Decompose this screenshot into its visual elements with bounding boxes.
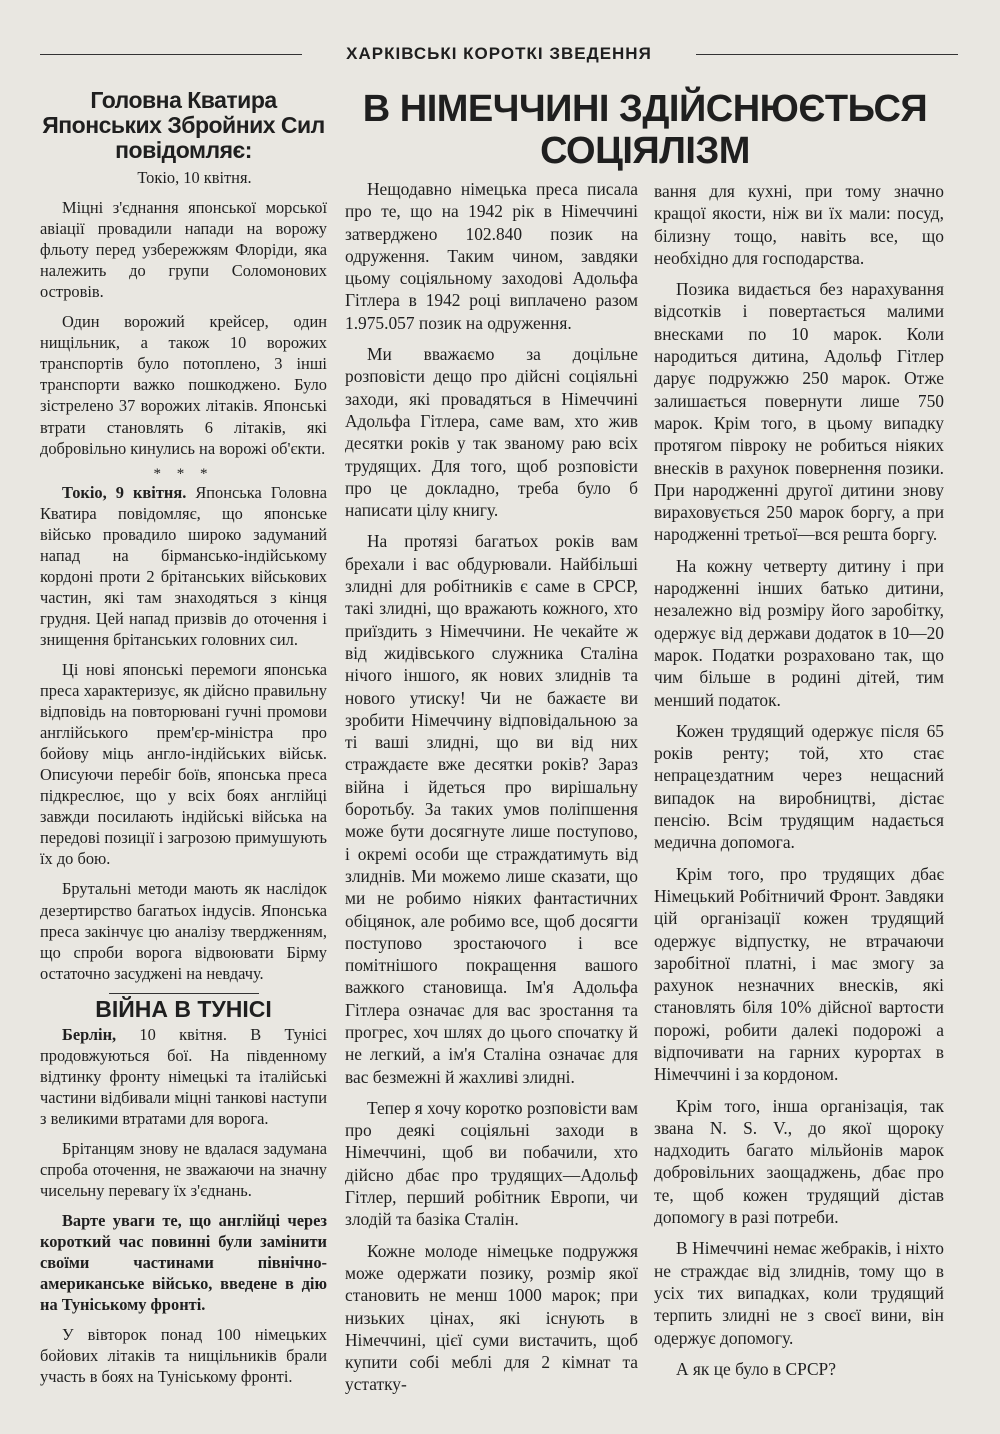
article-paragraph: Позика видається без нарахування відсотків і повертається малими внесками по 10 марок. Коли народиться дитина, Адольф Гітлер дарує подружжю 250 марок. Отже залишається повернути лише 750 марок. Крім того, в цьому випадку протягом півроку не робиться ніяких внесків в рахунок повернення позики. При народженні другої дитини знову вираховується 250 марок боргу, а при народженні третьої—вся решта боргу. xyxy=(654,279,944,545)
right-column xyxy=(654,180,944,1389)
tunisia-heading: ВІЙНА В ТУНІСІ xyxy=(95,995,272,1022)
article-paragraph: Кожне молоде німецьке подружжя може одержати позику, розмір якої становить не менш 1000 марок; при низьких цінах, які існують в Німеччині, цієї суми вистачить, щоб купити собі меблі для 2 кімнат та устатку- xyxy=(345,1240,638,1395)
japan-report-heading: Головна Кватира Японських Збройних Сил повідомляє: xyxy=(42,87,325,163)
masthead-rule-right xyxy=(696,54,958,55)
article-paragraph xyxy=(40,1024,327,1129)
masthead xyxy=(40,44,958,64)
article-paragraph: На кожну четверту дитину і при народженні інших батько дитини, незалежно від розміру його заробітку, одержує від держави додаток в 10—20 марок. Податки розраховано так, що чим більше в родині дітей, тим менший податок. xyxy=(654,555,944,710)
article-paragraph: Один ворожий крейсер, один нищільник, а також 10 ворожих транспортів було потоплено, 3 інші транспорти важко пошкоджено. Було зістрелено 37 ворожих літаків. Японські втрати становлять 6 літаків, які добровільно кинулись на ворожі об'єкти. xyxy=(40,312,327,458)
article-paragraph: Брутальні методи мають як наслідок дезертирство багатьох індусів. Японська преса закінчує цю аналізу твердженням, що спроби ворога відвоювати Бірму остаточно засуджені на невдачу. xyxy=(40,879,327,983)
left-column xyxy=(40,88,327,1396)
main-headline: В НІМЕЧЧИНІ ЗДІЙСНЮЄТЬСЯ СОЦІЯЛІЗМ xyxy=(362,88,928,172)
article-paragraph: На протязі багатьох років вам брехали і вас обдурювали. Найбільші злидні для робітників є саме в СРСР, такі злидні, що вражають кожного, хто приїздить з Німеччини. Не чекайте ж від жидівського служника Сталіна нічого іншого, як нових злиднів та нового утиску! Чи не бажаєте ви зробити Німеччину відповідальною за ті ваші злидні, що ви від них страждаєте вже десятки років? Зараз війна і йдеться про вирішальну боротьбу. За таких умов поліпшення може бути досягнуте лише поступово, і окремі особи ще страждатимуть від злиднів. Ми можемо лише сказати, що ми не робимо ніяких фантастичних обіцянок, але робимо все, щоб досягти поступово зростаючого і все помітнішого покращення вашого важкого становища. Ім'я Адольфа Гітлера означає для вас зростання та прогрес, хоч шлях до цього спочатку й не легкий, а ім'я Сталіна означає для вас безмежні й жахливі злидні. xyxy=(345,531,638,1087)
masthead-rule-left xyxy=(40,54,302,55)
section-stars: * * * xyxy=(153,465,214,482)
article-paragraph: Брітанцям знову не вдалася задумана спроба оточення, не зважаючи на значну чисельну перевагу їх з'єднань. xyxy=(40,1138,327,1201)
dateline-berlin: Берлін, xyxy=(62,1024,117,1044)
paragraph-text: 10 квітня. В Тунісі продовжуються бої. На південному відтинку фронту німецькі та італійські частини відбивали міцні танкові наступи з великими втратами для ворога. xyxy=(40,1024,327,1128)
paragraph-text: Японська Головна Кватира повідомляє, що японське військо провадило широко задуманий напад на бірмансько-індійському кордоні проти 2 брітанських військових частин, які там знаходяться з кінця грудня. Цей напад призвів до оточення і знищення брітанських головних сил. xyxy=(40,482,327,649)
masthead-title: ХАРКІВСЬКІ КОРОТКІ ЗВЕДЕННЯ xyxy=(346,44,652,63)
article-paragraph: вання для кухні, при тому значно кращої якости, ніж ви їх мали: посуд, білизну тощо, навіть все, що необхідно для господарства. xyxy=(654,181,944,268)
article-paragraph: Міцні з'єднання японської морської авіації провадили напади на ворожу фльоту перед узбережжям Флоріди, яка належить до групи Соломонових островів. xyxy=(40,198,327,302)
article-paragraph: Крім того, інша організація, так звана N. S. V., до якої щороку надходить багато мільйонів марок добровільних заощаджень, дбає про те, щоб кожен трудящий дістав допомогу в разі потреби. xyxy=(654,1095,944,1228)
dateline-tokyo-9: Токіо, 9 квітня. xyxy=(62,482,187,502)
article-paragraph: У вівторок понад 100 німецьких бойових літаків та нищільників брали участь в боях на Туніському фронті. xyxy=(40,1325,327,1387)
article-paragraph xyxy=(40,482,327,650)
middle-column xyxy=(345,178,638,1405)
article-paragraph: Ці нові японські перемоги японська преса характеризує, як дійсно правильну відповідь на повторювані гучні промови англійського прем'єр-міністра про бойову міць англо-індійських військ. Описуючи перебіг боїв, японська преса підкреслює, що у всіх боях англійці завжди посилають індійські війська на передові позиції і загрозою примушують їх до бою. xyxy=(40,659,327,869)
article-paragraph: Кожен трудящий одержує після 65 років ренту; той, хто стає непрацездатним через нещасний випадок на виробництві, дістає пенсію. Всім трудящим надається медична допомога. xyxy=(654,720,944,853)
article-paragraph: Тепер я хочу коротко розповісти вам про деякі соціяльні заходи в Німеччині, щоб ви побачили, хто дійсно дбає про трудящих—Адольф Гітлер, перший робітник Европи, чи злодій та базіка Сталін. xyxy=(345,1097,638,1230)
article-paragraph-bold: Варте уваги те, що англійці через короткий час повинні були замінити своїми частинами північно-американське військо, введене в дію на Туніському фронті. xyxy=(40,1211,327,1315)
dateline-tokyo-10: Токіо, 10 квітня. xyxy=(137,168,252,187)
section-divider xyxy=(109,993,259,994)
article-paragraph: Нещодавно німецька преса писала про те, що на 1942 рік в Німеччині затверджено 102.840 позик на одруження. Таким чином, завдяки цьому соціяльному заходові Адольфа Гітлера в 1942 році виплачено разом 1.975.057 позик на одруження. xyxy=(345,179,638,333)
article-paragraph: Крім того, про трудящих дбає Німецький Робітничий Фронт. Завдяки цій організації кожен трудящий одержує відпустку, не втрачаючи заробітної платні, і має змогу за рахунок незначних внесків, які становлять біля 10% дійсної вартости порожі, робити далекі подорожі а відпочивати на гарних курортах в Німеччині і за кордоном. xyxy=(654,863,944,1085)
article-paragraph: В Німеччині немає жебраків, і ніхто не страждає від злиднів, тому що в усіх тих випадках, коли трудящий терпить злидні не з своєї вини, він одержує допомогу. xyxy=(654,1238,944,1348)
article-paragraph: А як це було в СРСР? xyxy=(676,1358,836,1379)
article-paragraph: Ми вважаємо за доцільне розповісти дещо про дійсні соціяльні заходи, які провадяться в Німеччині Адольфа Гітлера, саме вам, хто жив десятки років у так званому раю всіх трудящих. Для того, щоб розповісти про це докладно, треба було б написати цілу книгу. xyxy=(345,344,638,521)
